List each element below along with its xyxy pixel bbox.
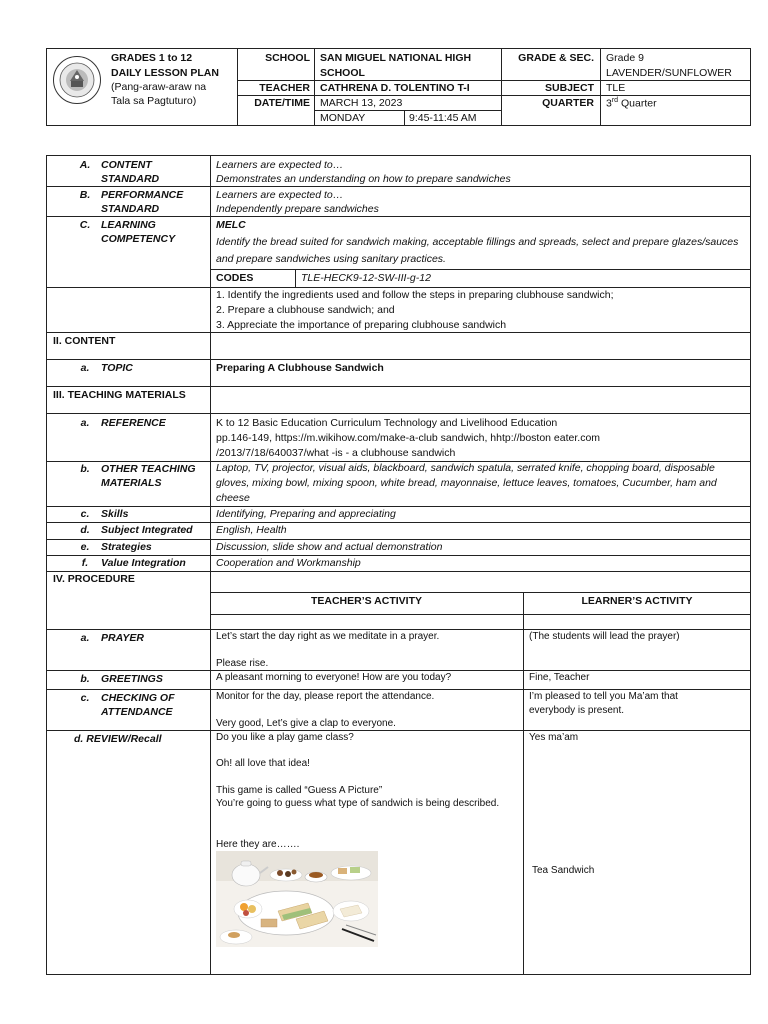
performance-standard-intro: Learners are expected to…	[216, 189, 344, 201]
subject-integrated-value: English, Health	[216, 524, 287, 536]
objective-3: 3. Appreciate the importance of preparing clubhouse sandwich	[216, 319, 507, 331]
codes-value: TLE-HECK9-12-SW-III-g-12	[301, 272, 431, 284]
plan-title-line3: (Pang-araw-araw na	[111, 81, 207, 93]
greetings-teacher: A pleasant morning to everyone! How are you today?	[216, 672, 452, 683]
school-label: SCHOOL	[265, 52, 310, 64]
grade-value-line1: Grade 9	[606, 52, 644, 64]
lesson-plan-table: A. CONTENT STANDARD Learners are expected to… Demonstrates an understanding on how to prepare sandwiches B. PERFORMANCE STANDARD Learners are expected to… Independently prepare sandwiches C. LEARNING COMPETENCY MELC Identify the bread suited for sandwich making, acceptable fillings and spreads, select and prepare glazes/sauces and prepare sandwiches using sanitary practices. CODES TLE-HECK9-12-SW-III-g-12 1. Identify the ingredients used and follow the steps in preparing clubhouse sandwich; 2. Prepare a clubhouse sandwich; and 3. Appreciate the importance of preparing clubhouse sandwich II. CONTENT a. TOPIC Preparing A Clubhouse Sandwich III. TEACHING MATERIALS a. REFERENCE K to 12 Basic Education Curriculum Technology and Livelihood Education pp.146-149, https://m.wikihow.com/make-a-club sandwich, hhtp://boston eater.com /2013/7/18/640037/what -is - a clubhouse sandwich b. OTHER TEACHING MATERIALS Laptop, TV, projector, visual aids, blackboard, sandwich spatula, serrated knife, chopping board, disposable gloves, mixing bowl, mixing spoon, white bread, mayonnaise, lettuce leaves, tomatoes, Cucumber, ham and cheese c. Skills Identifying, Preparing and appreciating d. Subject Integrated English, Health e. Strategies Discussion, slide show and actual demonstration f. Value Integration Cooperation and Workmanship IV. PROCEDURE TEACHER’S ACTIVITY LEARNER’S ACTIVITY a. PRAYER Let’s start the day right as we meditate in a prayer. Please rise. (The students will lead the prayer) b. GREETINGS A pleasant morning to everyone! How are you today? Fine, Teacher c. CHECKING OF ATTENDANCE Monitor for the day, please report the attendance. Very good, Let’s give a clap to everyone. I’m pleased to tell you Ma’am that everybody is present. d. REVIEW/Recall Do you like a play game class? Oh! all love that idea! This game is called “Guess A Picture” You’re going to guess what type of sandwich is being described. Here they are……. Yes ma’am Tea Sandwich	[46, 155, 751, 975]
other-materials-text: Laptop, TV, projector, visual aids, blackboard, sandwich spatula, serrated knife, chopping board, disposable gloves, mixing bowl, mixing spoon, white bread, mayonnaise, lettuce leaves, tomatoes, Cucumber, ham and cheese	[216, 462, 717, 504]
review-learner-1: Yes ma’am	[529, 732, 579, 743]
review-teacher-2: Oh! all love that idea!	[216, 758, 310, 769]
materials-heading: III. TEACHING MATERIALS	[53, 389, 186, 401]
datetime-label: DATE/TIME	[254, 97, 310, 109]
school-name-line1: SAN MIGUEL NATIONAL HIGH	[320, 52, 472, 64]
plan-title-line4: Tala sa Pagtuturo)	[111, 95, 197, 107]
quarter-label: QUARTER	[542, 97, 594, 109]
header-table	[46, 48, 751, 126]
school-name-line2: SCHOOL	[320, 67, 365, 79]
melc-label: MELC	[216, 219, 246, 231]
reference-line2: pp.146-149, https://m.wikihow.com/make-a-club sandwich, hhtp://boston eater.com	[216, 432, 601, 444]
subject-value: TLE	[606, 82, 626, 94]
day-value: MONDAY	[320, 112, 366, 124]
plan-title-line1: GRADES 1 to 12	[111, 52, 193, 64]
review-teacher-1: Do you like a play game class?	[216, 732, 354, 743]
value-integration-value: Cooperation and Workmanship	[216, 557, 361, 569]
performance-standard-text: Independently prepare sandwiches	[216, 203, 379, 215]
skills-value: Identifying, Preparing and appreciating	[216, 508, 396, 520]
procedure-heading: IV. PROCEDURE	[53, 573, 135, 585]
reference-line3: /2013/7/18/640037/what -is - a clubhouse sandwich	[216, 447, 456, 459]
reference-line1: K to 12 Basic Education Curriculum Technology and Livelihood Education	[216, 417, 558, 429]
greetings-learner: Fine, Teacher	[529, 672, 590, 683]
codes-label: CODES	[216, 272, 254, 284]
prayer-teacher-2: Please rise.	[216, 658, 269, 669]
content-standard-text: Demonstrates an understanding on how to prepare sandwiches	[216, 173, 511, 185]
attendance-learner-2: everybody is present.	[529, 705, 625, 716]
review-learner-2: Tea Sandwich	[532, 865, 595, 876]
time-value: 9:45-11:45 AM	[409, 112, 477, 124]
content-heading: II. CONTENT	[53, 335, 116, 347]
teacher-activity-header: TEACHER’S ACTIVITY	[310, 595, 423, 607]
topic-value: Preparing A Clubhouse Sandwich	[216, 362, 384, 374]
content-standard-intro: Learners are expected to…	[216, 159, 344, 171]
review-teacher-4: You’re going to guess what type of sandwich is being described.	[216, 798, 500, 809]
objective-2: 2. Prepare a clubhouse sandwich; and	[216, 304, 395, 316]
teacher-name: CATHRENA D. TOLENTINO T-I	[320, 82, 470, 94]
competency-text: Identify the bread suited for sandwich making, acceptable fillings and spreads, select and prepare glazes/sauces and prepare sandwiches using sanitary practices.	[216, 236, 739, 265]
learner-activity-header: LEARNER’S ACTIVITY	[581, 595, 693, 607]
review-teacher-3: This game is called “Guess A Picture”	[216, 785, 383, 796]
date-value: MARCH 13, 2023	[320, 97, 403, 109]
subject-label: SUBJECT	[544, 82, 594, 94]
prayer-learner: (The students will lead the prayer)	[529, 631, 680, 642]
strategies-value: Discussion, slide show and actual demonstration	[216, 541, 443, 553]
review-label: d. REVIEW/Recall	[74, 733, 162, 745]
grade-label: GRADE & SEC.	[518, 52, 594, 64]
attendance-teacher-2: Very good, Let’s give a clap to everyone.	[216, 718, 396, 729]
tea-sandwich-photo	[216, 851, 378, 947]
quarter-value: 3rd Quarter	[606, 97, 657, 110]
objective-1: 1. Identify the ingredients used and follow the steps in preparing clubhouse sandwich;	[216, 289, 614, 301]
attendance-learner-1: I’m pleased to tell you Ma’am that	[529, 691, 678, 702]
grade-value-line2: LAVENDER/SUNFLOWER	[606, 67, 732, 79]
prayer-teacher-1: Let’s start the day right as we meditate in a prayer.	[216, 631, 440, 642]
deped-seal-icon	[52, 55, 102, 105]
plan-title-line2: DAILY LESSON PLAN	[111, 67, 219, 79]
teacher-label: TEACHER	[259, 82, 310, 94]
attendance-teacher-1: Monitor for the day, please report the attendance.	[216, 691, 435, 702]
review-teacher-5: Here they are…….	[216, 839, 300, 850]
